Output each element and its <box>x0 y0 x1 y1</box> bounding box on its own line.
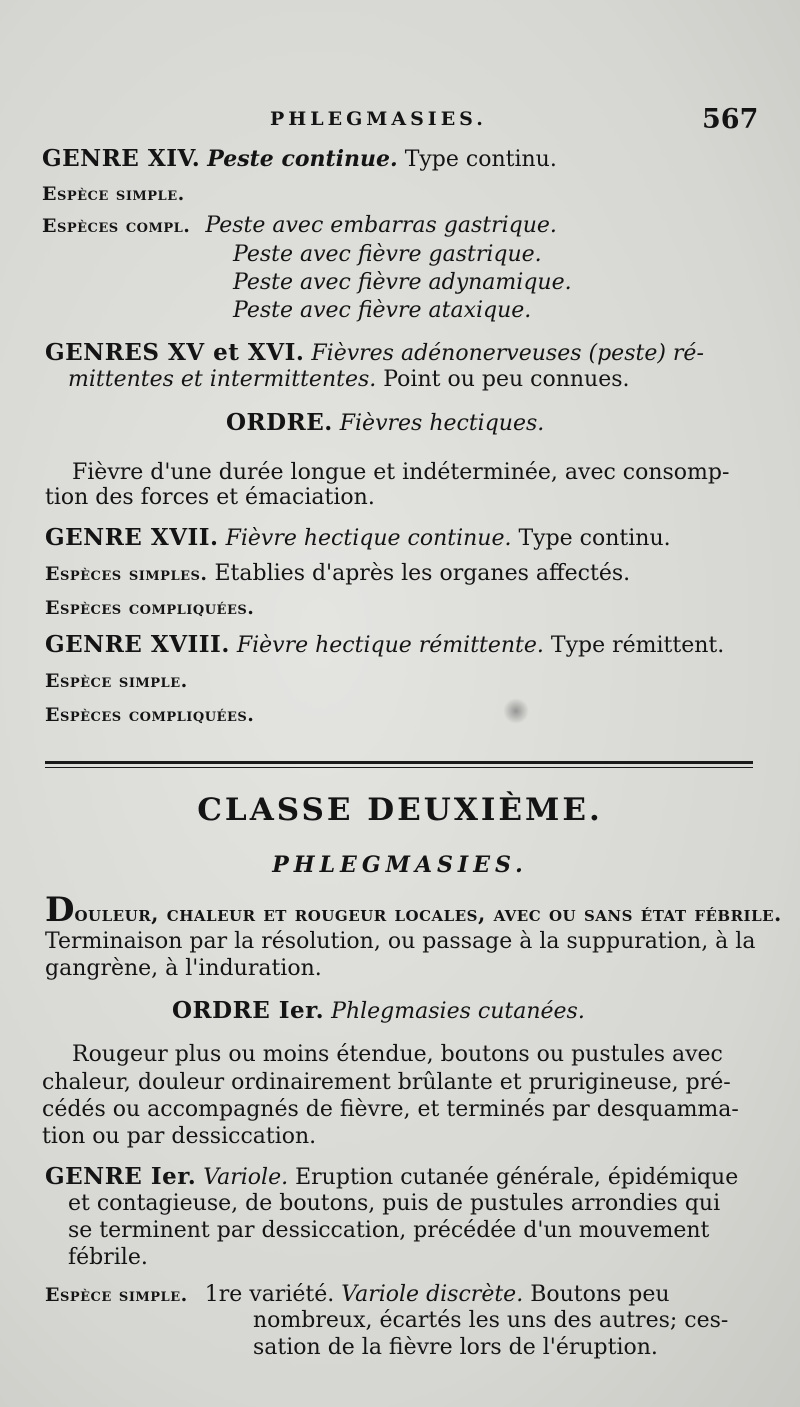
order-name: Fièvres hectiques. <box>339 411 545 436</box>
variete-text: nombreux, écartés les uns des autres; ces- <box>253 1308 729 1333</box>
class-definition-line <box>45 890 782 930</box>
especes-compliquees-label: Espèces compliquées. <box>45 704 255 726</box>
genre-i-text: fébrile. <box>68 1245 148 1270</box>
section-rule-thin <box>45 767 753 768</box>
genre-xvii-name: Fièvre hectique continue. <box>225 526 512 551</box>
variete-name: Variole discrète. <box>341 1282 524 1307</box>
genre-i-name: Variole. <box>203 1165 289 1190</box>
genre-i-text: se terminent par dessiccation, précédée d'un mouvement <box>68 1218 710 1243</box>
order-i-description: cédés ou accompagnés de fièvre, et terminés par desquamma- <box>42 1097 739 1122</box>
genre-xviii-title: GENRE XVIII. <box>45 631 230 658</box>
genre-xvii-type: Type continu. <box>518 526 671 551</box>
order-heading <box>226 410 544 437</box>
espece-simple-line <box>45 668 188 694</box>
order-i-description: chaleur, douleur ordinairement brûlante et prurigineuse, pré- <box>42 1070 731 1095</box>
genre-i-text: Eruption cutanée générale, épidémique <box>295 1165 739 1190</box>
especes-compl-item: Peste avec fièvre gastrique. <box>233 242 542 267</box>
class-definition-line: Terminaison par la résolution, ou passage à la suppuration, à la <box>45 929 756 954</box>
genre-i-text: et contagieuse, de boutons, puis de pustules arrondies qui <box>68 1191 721 1216</box>
genre-xiv-line <box>42 146 557 173</box>
especes-simples-text: Etablies d'après les organes affectés. <box>214 561 631 586</box>
espece-simple-label: Espèce simple. <box>42 183 185 205</box>
espece-simple-label: Espèce simple. <box>45 1284 188 1306</box>
especes-compl-label: Espèces compl. <box>42 215 191 237</box>
class-subheading: PHLEGMASIES. <box>272 852 528 878</box>
genre-xiv-type: Type continu. <box>404 147 557 172</box>
especes-simples-line <box>45 561 630 587</box>
running-title: PHLEGMASIES. <box>270 108 487 130</box>
order-i-label: ORDRE Ier. <box>172 997 325 1024</box>
variete-text: Boutons peu <box>530 1282 670 1307</box>
class-heading: CLASSE DEUXIÈME. <box>197 792 603 828</box>
variete-text: sation de la fièvre lors de l'éruption. <box>253 1335 658 1360</box>
genre-xiv-name: Peste continue. <box>207 146 398 172</box>
genre-xviii-type: Type rémittent. <box>550 633 725 658</box>
page-header <box>0 104 800 140</box>
especes-compl-item: Peste avec fièvre ataxique. <box>233 298 532 323</box>
variete-line <box>45 1282 670 1308</box>
genres-xv-xvi-text-cont: mittentes et intermittentes. <box>68 367 377 392</box>
order-i-description: Rougeur plus ou moins étendue, boutons ou pustules avec <box>72 1042 723 1067</box>
especes-compliquees-line <box>45 702 254 728</box>
genre-i-title: GENRE Ier. <box>45 1163 197 1190</box>
class-definition-line: gangrène, à l'induration. <box>45 956 322 981</box>
especes-compl-line <box>42 213 557 239</box>
espece-simple-label: Espèce simple. <box>45 670 188 692</box>
order-description-line: tion des forces et émaciation. <box>45 485 375 510</box>
especes-compl-item: Peste avec embarras gastrique. <box>205 213 557 238</box>
genre-xviii-name: Fièvre hectique rémittente. <box>236 633 544 658</box>
class-definition-text: ouleur, chaleur et rougeur locales, avec ou sans état fébrile. <box>74 901 782 926</box>
variete-label: 1re variété. <box>204 1282 335 1307</box>
especes-simples-label: Espèces simples. <box>45 563 208 585</box>
genres-xv-xvi-line <box>45 340 704 367</box>
genres-xv-xvi-note: Point ou peu connues. <box>383 367 630 392</box>
especes-compl-item: Peste avec fièvre adynamique. <box>233 270 572 295</box>
especes-compliquees-label: Espèces compliquées. <box>45 597 255 619</box>
genres-xv-xvi-title: GENRES XV et XVI. <box>45 339 305 366</box>
order-label: ORDRE. <box>226 409 333 436</box>
order-description-line: Fièvre d'une durée longue et indéterminée, avec consomp- <box>72 460 730 485</box>
espece-simple-line <box>42 181 185 207</box>
genre-xviii-line <box>45 632 724 659</box>
genre-i-line <box>45 1164 738 1191</box>
ink-spot <box>503 698 529 724</box>
genres-xv-xvi-cont <box>68 367 630 393</box>
genre-xvii-line <box>45 525 671 552</box>
drop-cap: D <box>45 890 75 930</box>
order-i-name: Phlegmasies cutanées. <box>331 999 585 1024</box>
page-number: 567 <box>702 104 759 135</box>
section-rule <box>45 761 753 764</box>
especes-compliquees-line <box>45 595 254 621</box>
genre-xvii-title: GENRE XVII. <box>45 524 219 551</box>
genre-xiv-title: GENRE XIV. <box>42 145 201 172</box>
genres-xv-xvi-text: Fièvres adénonerveuses (peste) ré- <box>311 341 704 366</box>
order-i-description: tion ou par dessiccation. <box>42 1124 317 1149</box>
order-i-heading <box>172 998 585 1025</box>
